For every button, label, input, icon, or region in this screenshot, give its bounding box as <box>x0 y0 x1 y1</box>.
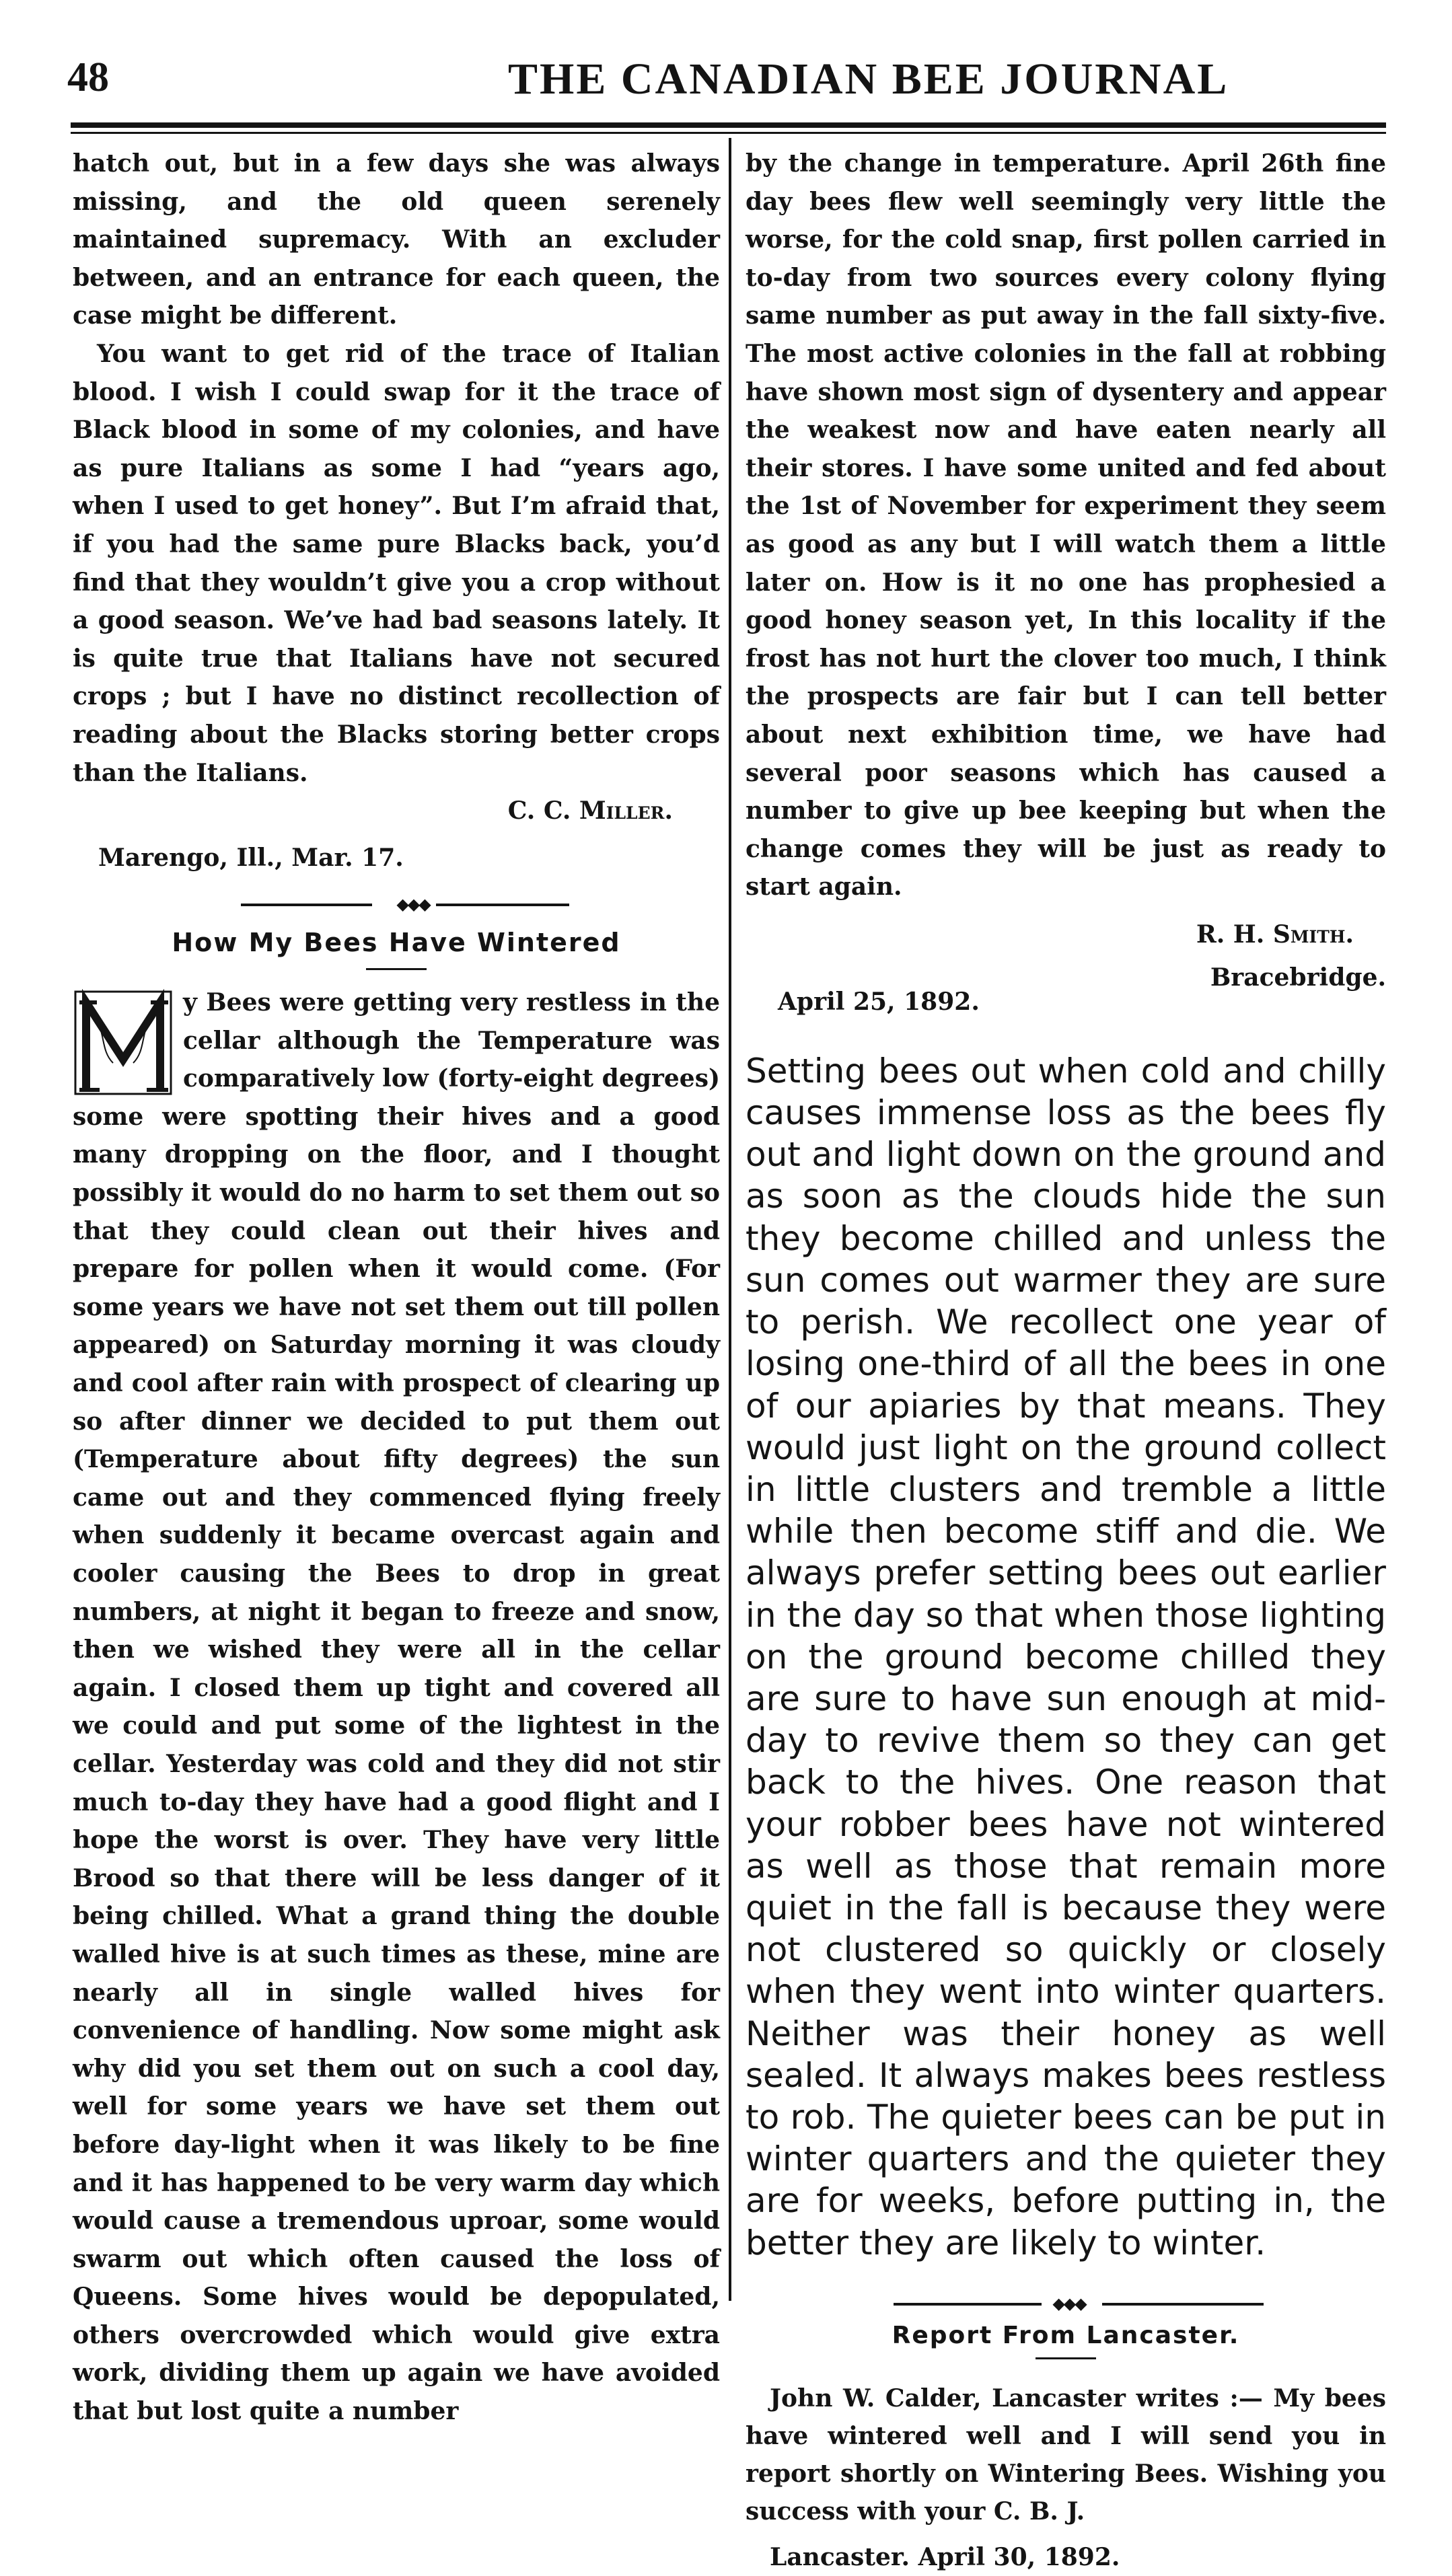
journal-title: THE CANADIAN BEE JOURNAL <box>508 54 1229 104</box>
page-number: 48 <box>67 54 109 100</box>
signature: R. H. Smith. <box>1196 920 1354 949</box>
section-ornament: ◆◆◆ <box>73 890 720 917</box>
report-body: John W. Calder, Lancaster writes :— My bees have wintered well and I will send you in report shortly on Wintering Bees. Wishing you success with your C. B. J. <box>746 2384 1386 2526</box>
report-place-date: Lancaster. April 30, 1892. <box>770 2542 1120 2571</box>
article-body <box>73 984 720 2431</box>
article-continuation: by the change in temperature. April 26th fine day bees flew well seemingly very little the worse, for the cold snap, first pollen carried in to-day from two sources every colony flying same number as put away in the fall sixty-five. The most active colonies in the fall at robbing have shown most sign of dysentery and appear the weakest now and have eaten nearly all their stores. I have some united and fed about the 1st of November for experiment they seem as good as any but I will watch them a little later on. How is it no one has prophesied a good honey season yet, In this locality if the frost has not hurt the clover too much, I think the prospects are fair but I can tell better about next exhibition time, we have had several poor seasons which has caused a number to give up bee keeping but when the change comes they will be just as ready to start again. <box>746 149 1386 901</box>
letter-paragraph: You want to get rid of the trace of Italian blood. I wish I could swap for it the trace of Black blood in some of my colonies, and have as pure Italians as some I had “years ago, when I used to get honey”. But I’m afraid that, if you had the same pure Blacks back, you’d find that they wouldn’t give you a crop without a good season. We’ve had bad seasons lately. It is quite true that Italians have not secured crops ; but I have no distinct recollection of reading about the Blacks storing better crops than the Italians. <box>73 339 720 787</box>
signature-place: Bracebridge. <box>1210 963 1386 992</box>
article-date: April 25, 1892. <box>778 987 980 1016</box>
column-divider <box>729 138 731 2301</box>
signature: C. C. Miller. <box>507 797 673 825</box>
dropcap-m <box>73 989 174 1097</box>
article-text: y Bees were getting very restless in the cellar although the Temperature was comparatively low (forty-eight degrees) some were spotting their hives and a good many dropping on the floor, and I thought possibly it would do no harm to set them out so that they could clean out their hives and prepare for pollen when it would come. (For some years we have not set them out till pollen appeared) on Saturday morning it was cloudy and cool after rain with prospect of clearing up so after dinner we decided to put them out (Temperature about fifty degrees) the sun came out and they commenced flying freely when suddenly it became overcast again and cooler causing the Bees to drop in great numbers, at night it began to freeze and snow, then we wished they were all in the cellar again. I closed them up tight and covered all we could and put some of the lightest in the cellar. Yesterday was cold and they did not stir much to-day they have had a good flight and I hope the worst is over. They have very little Brood so that there will be less danger of it being chilled. What a grand thing the double walled hive is at such times as these, mine are nearly all in single walled hives for convenience of handling. Now some might ask why did you set them out on such a cool day, well for some years we have set them out before day-light when it was likely to be fine and it has happened to be very warm day which would cause a tremendous uproar, some would swarm out which often caused the loss of Queens. Some hives would be depopulated, others overcrowded which would give extra work, dividing them up again we have avoided that but lost quite a number <box>73 988 720 2426</box>
editorial-comment: Setting bees out when cold and chilly causes immense loss as the bees fly out and light down on the ground and as soon as the clouds hide the sun they become chilled and unless the sun comes out warmer they are sure to perish. We recollect one year of losing one-third of all the bees in one of our apiaries by that means. They would just light on the ground collect in little clusters and tremble a little while then become stiff and die. We always prefer setting bees out earlier in the day so that when those lighting on the ground become chilled they are sure to have sun enough at mid-day to revive them so they can get back to the hives. One reason that your robber bees have not wintered as well as those that remain more quiet in the fall is because they were not clustered so quickly or closely when they went into winter quarters. Neither was their honey as well sealed. It always makes bees restless to rob. The quieter bees can be put in winter quarters and the quieter they are for weeks, before putting in, the better they are likely to winter. <box>746 1051 1386 2262</box>
heading-rule <box>366 968 427 970</box>
section-ornament: ◆◆◆ <box>746 2289 1386 2316</box>
report-heading: Report From Lancaster. <box>892 2321 1240 2349</box>
header-rule-thick <box>71 122 1386 128</box>
heading-rule <box>1036 2357 1096 2359</box>
header-rule-thin <box>71 132 1386 134</box>
place-date: Marengo, Ill., Mar. 17. <box>98 844 404 873</box>
right-column <box>746 145 1386 2576</box>
left-column <box>73 145 720 2431</box>
page-header <box>67 54 1386 128</box>
article-heading: How My Bees Have Wintered <box>172 928 621 958</box>
letter-paragraph: hatch out, but in a few days she was always missing, and the old queen serenely maintained supremacy. With an excluder between, and an entrance for each queen, the case might be different. <box>73 149 720 330</box>
